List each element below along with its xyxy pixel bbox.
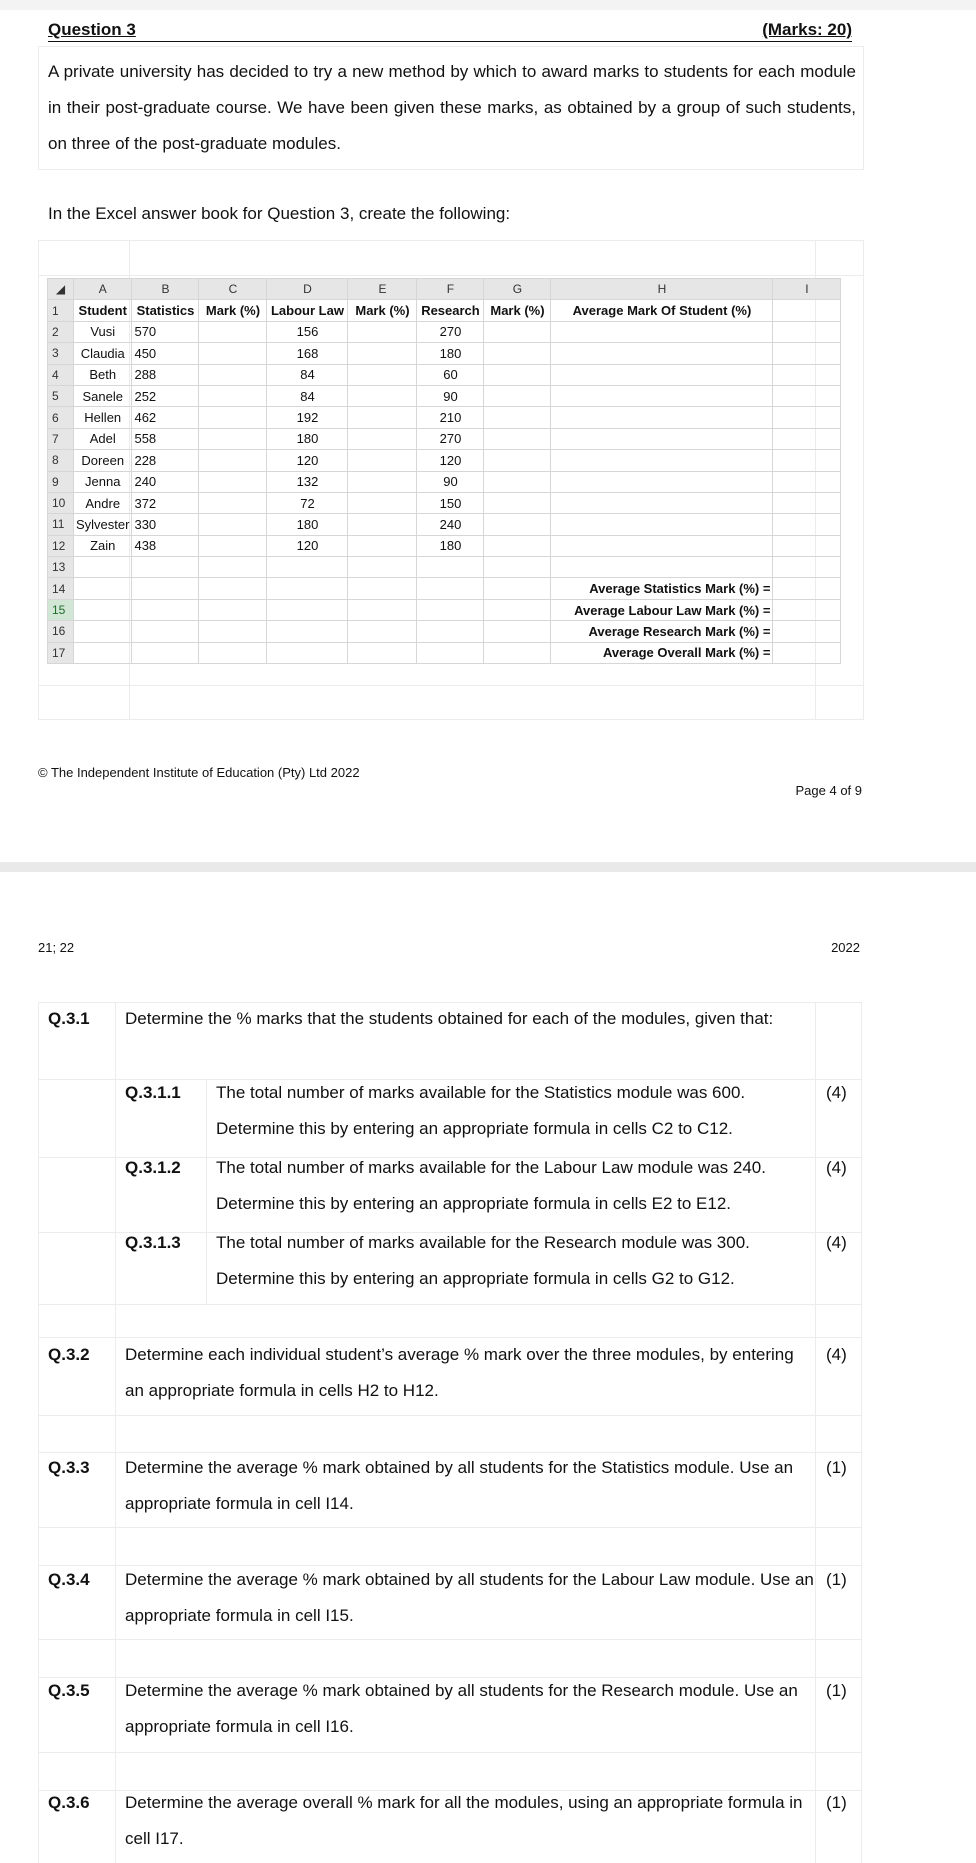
cell-i3[interactable] [773,343,841,364]
cell-h13[interactable] [551,557,773,578]
cell-a8[interactable]: Doreen [74,450,132,471]
cell-c3[interactable] [199,343,267,364]
col-header-i[interactable]: I [773,279,841,300]
cell-f4[interactable]: 60 [417,364,484,385]
sheet-row-16 [48,621,841,642]
cell-b4[interactable]: 288 [132,364,199,385]
q32-text: Determine each individual student’s average % mark over the three modules, by entering an appropriate formula in cells H2 to H12. [125,1345,794,1400]
cell-c14[interactable] [199,578,267,599]
cell-g13[interactable] [484,557,551,578]
cell-c17[interactable] [199,642,267,663]
cell-c13[interactable] [199,557,267,578]
row-number-16[interactable]: 16 [48,621,74,642]
cell-g17[interactable] [484,642,551,663]
cell-d4[interactable]: 84 [267,364,348,385]
sheet-row-2 [48,321,841,342]
cell-g4[interactable] [484,364,551,385]
cell-b14[interactable] [132,578,199,599]
sheet-row-10 [48,492,841,513]
q313-marks: (4) [826,1233,847,1252]
row-number-6[interactable]: 6 [48,407,74,428]
cell-e13[interactable] [348,557,417,578]
cell-f6[interactable]: 210 [417,407,484,428]
row-number-12[interactable]: 12 [48,535,74,556]
cell-f5[interactable]: 90 [417,385,484,406]
cell-a9[interactable]: Jenna [74,471,132,492]
col-header-a[interactable]: A [74,279,132,300]
cell-h16[interactable]: Average Research Mark (%) = [551,621,773,642]
cell-e6[interactable] [348,407,417,428]
cell-b2[interactable]: 570 [132,321,199,342]
cell-b8[interactable]: 228 [132,450,199,471]
sheet-row-15 [48,599,841,620]
q34-text: Determine the average % mark obtained by all students for the Labour Law module. Use an appropriate formula in cell I15. [125,1570,814,1625]
cell-f2[interactable]: 270 [417,321,484,342]
page-top-edge [0,0,976,10]
cell-h5[interactable] [551,385,773,406]
cell-g7[interactable] [484,428,551,449]
sheet-row-7 [48,428,841,449]
sheet-row-1 [48,300,841,321]
row-number-8[interactable]: 8 [48,450,74,471]
cell-a17[interactable] [74,642,132,663]
cell-a1[interactable]: Student [74,300,132,321]
cell-e7[interactable] [348,428,417,449]
q31-text: Determine the % marks that the students obtained for each of the modules, given that: [125,1009,774,1028]
cell-f12[interactable]: 180 [417,535,484,556]
cell-b12[interactable]: 438 [132,535,199,556]
question-title: Question 3 [48,20,136,39]
sheet-row-14 [48,578,841,599]
col-header-h[interactable]: H [551,279,773,300]
q33-text: Determine the average % mark obtained by all students for the Statistics module. Use an appropriate formula in cell I14. [125,1458,794,1513]
cell-g14[interactable] [484,578,551,599]
cell-h9[interactable] [551,471,773,492]
cell-g2[interactable] [484,321,551,342]
cell-h15[interactable]: Average Labour Law Mark (%) = [551,599,773,620]
spreadsheet [47,278,841,664]
cell-c2[interactable] [199,321,267,342]
cell-d12[interactable]: 120 [267,535,348,556]
sheet-row-11 [48,514,841,535]
cell-a3[interactable]: Claudia [74,343,132,364]
cell-i4[interactable] [773,364,841,385]
q34-marks: (1) [826,1570,847,1589]
row-number-17[interactable]: 17 [48,642,74,663]
cell-f1[interactable]: Research [417,300,484,321]
row-number-7[interactable]: 7 [48,428,74,449]
cell-c9[interactable] [199,471,267,492]
cell-f10[interactable]: 150 [417,492,484,513]
cell-c5[interactable] [199,385,267,406]
cell-c8[interactable] [199,450,267,471]
q36-marks: (1) [826,1793,847,1812]
cell-a4[interactable]: Beth [74,364,132,385]
cell-h1[interactable]: Average Mark Of Student (%) [551,300,773,321]
cell-a2[interactable]: Vusi [74,321,132,342]
q36-number: Q.3.6 [48,1793,90,1812]
row-number-11[interactable]: 11 [48,514,74,535]
cell-g10[interactable] [484,492,551,513]
cell-d1[interactable]: Labour Law [267,300,348,321]
cell-d14[interactable] [267,578,348,599]
cell-f11[interactable]: 240 [417,514,484,535]
cell-a6[interactable]: Hellen [74,407,132,428]
cell-e8[interactable] [348,450,417,471]
cell-e1[interactable]: Mark (%) [348,300,417,321]
row-number-9[interactable]: 9 [48,471,74,492]
cell-i13[interactable] [773,557,841,578]
col-header-d[interactable]: D [267,279,348,300]
cell-e12[interactable] [348,535,417,556]
cell-d10[interactable]: 72 [267,492,348,513]
q32-marks: (4) [826,1345,847,1364]
cell-a14[interactable] [74,578,132,599]
col-header-c[interactable]: C [199,279,267,300]
q313-number: Q.3.1.3 [125,1233,181,1252]
cell-h7[interactable] [551,428,773,449]
cell-b5[interactable]: 252 [132,385,199,406]
cell-b6[interactable]: 462 [132,407,199,428]
q35-number: Q.3.5 [48,1681,90,1700]
cell-i10[interactable] [773,492,841,513]
cell-f7[interactable]: 270 [417,428,484,449]
cell-d13[interactable] [267,557,348,578]
page-break [0,862,976,872]
cell-d6[interactable]: 192 [267,407,348,428]
col-header-e[interactable]: E [348,279,417,300]
cell-f13[interactable] [417,557,484,578]
cell-i14[interactable] [773,578,841,599]
cell-d8[interactable]: 120 [267,450,348,471]
cell-h17[interactable]: Average Overall Mark (%) = [551,642,773,663]
q311-text: The total number of marks available for the Statistics module was 600. Determine this by entering an appropriate formula in cells C2 to C12. [216,1083,746,1138]
cell-a15[interactable] [74,599,132,620]
cell-c6[interactable] [199,407,267,428]
cell-i15[interactable] [773,599,841,620]
cell-d7[interactable]: 180 [267,428,348,449]
cell-h14[interactable]: Average Statistics Mark (%) = [551,578,773,599]
cell-a11[interactable]: Sylvester [74,514,132,535]
cell-h11[interactable] [551,514,773,535]
cell-h12[interactable] [551,535,773,556]
cell-i11[interactable] [773,514,841,535]
cell-g11[interactable] [484,514,551,535]
cell-a10[interactable]: Andre [74,492,132,513]
cell-c7[interactable] [199,428,267,449]
q34-number: Q.3.4 [48,1570,90,1589]
cell-d16[interactable] [267,621,348,642]
cell-a13[interactable] [74,557,132,578]
cell-g6[interactable] [484,407,551,428]
cell-b3[interactable]: 450 [132,343,199,364]
sheet-row-13 [48,557,841,578]
cell-i5[interactable] [773,385,841,406]
sheet-row-6 [48,407,841,428]
cell-e2[interactable] [348,321,417,342]
cell-g3[interactable] [484,343,551,364]
q36-text: Determine the average overall % mark for all the modules, using an appropriate formula in cell I17. [125,1793,803,1848]
cell-b7[interactable]: 558 [132,428,199,449]
cell-c4[interactable] [199,364,267,385]
sheet-row-8 [48,450,841,471]
cell-f3[interactable]: 180 [417,343,484,364]
cell-c1[interactable]: Mark (%) [199,300,267,321]
sheet-row-17 [48,642,841,663]
col-header-f[interactable]: F [417,279,484,300]
cell-i2[interactable] [773,321,841,342]
cell-b11[interactable]: 330 [132,514,199,535]
cell-h10[interactable] [551,492,773,513]
row-number-15[interactable]: 15 [48,599,74,620]
cell-a16[interactable] [74,621,132,642]
cell-g5[interactable] [484,385,551,406]
q33-marks: (1) [826,1458,847,1477]
cell-a12[interactable]: Zain [74,535,132,556]
copyright-footer: © The Independent Institute of Education (Pty) Ltd 2022 [38,765,360,780]
cell-b9[interactable]: 240 [132,471,199,492]
select-all-corner[interactable]: ◢ [48,279,74,300]
cell-d17[interactable] [267,642,348,663]
cell-c12[interactable] [199,535,267,556]
intro-paragraph: A private university has decided to try a new method by which to award marks to students for each module in their post-graduate course. We have been given these marks, as obtained by a group of such students, on three of the post-graduate modules. [48,62,856,153]
cell-b10[interactable]: 372 [132,492,199,513]
cell-i16[interactable] [773,621,841,642]
cell-f8[interactable]: 120 [417,450,484,471]
q35-marks: (1) [826,1681,847,1700]
row-number-13[interactable]: 13 [48,557,74,578]
row-number-5[interactable]: 5 [48,385,74,406]
row-number-10[interactable]: 10 [48,492,74,513]
cell-d15[interactable] [267,599,348,620]
cell-i12[interactable] [773,535,841,556]
cell-g16[interactable] [484,621,551,642]
cell-a7[interactable]: Adel [74,428,132,449]
page-reference-left: 21; 22 [38,940,75,955]
sheet-row-9 [48,471,841,492]
page-number: Page 4 of 9 [795,783,862,798]
cell-f9[interactable]: 90 [417,471,484,492]
col-header-g[interactable]: G [484,279,551,300]
col-header-b[interactable]: B [132,279,199,300]
cell-d2[interactable]: 156 [267,321,348,342]
cell-f15[interactable] [417,599,484,620]
q35-text: Determine the average % mark obtained by all students for the Research module. Use an appropriate formula in cell I16. [125,1681,798,1736]
cell-e5[interactable] [348,385,417,406]
sheet-row-5 [48,385,841,406]
q313-text: The total number of marks available for the Research module was 300. Determine this by entering an appropriate formula in cells G2 to G12. [216,1233,750,1288]
cell-e16[interactable] [348,621,417,642]
cell-g15[interactable] [484,599,551,620]
cell-a5[interactable]: Sanele [74,385,132,406]
cell-b15[interactable] [132,599,199,620]
q312-text: The total number of marks available for the Labour Law module was 240. Determine this by entering an appropriate formula in cells E2 to E12. [216,1158,766,1213]
sheet-row-12 [48,535,841,556]
cell-e3[interactable] [348,343,417,364]
cell-c16[interactable] [199,621,267,642]
cell-i1[interactable] [773,300,841,321]
column-letter-row [48,279,841,300]
row-number-4[interactable]: 4 [48,364,74,385]
cell-b17[interactable] [132,642,199,663]
cell-h4[interactable] [551,364,773,385]
cell-i9[interactable] [773,471,841,492]
row-number-1[interactable]: 1 [48,300,74,321]
q311-marks: (4) [826,1083,847,1102]
q312-number: Q.3.1.2 [125,1158,181,1177]
q31-number: Q.3.1 [48,1009,90,1028]
cell-b13[interactable] [132,557,199,578]
cell-e4[interactable] [348,364,417,385]
cell-i6[interactable] [773,407,841,428]
cell-b16[interactable] [132,621,199,642]
cell-e11[interactable] [348,514,417,535]
cell-h2[interactable] [551,321,773,342]
cell-c11[interactable] [199,514,267,535]
cell-i8[interactable] [773,450,841,471]
question-header [48,20,852,42]
cell-i17[interactable] [773,642,841,663]
cell-c15[interactable] [199,599,267,620]
cell-e14[interactable] [348,578,417,599]
cell-g12[interactable] [484,535,551,556]
page-reference-right: 2022 [831,940,860,955]
row-number-2[interactable]: 2 [48,321,74,342]
cell-e9[interactable] [348,471,417,492]
cell-e17[interactable] [348,642,417,663]
cell-h8[interactable] [551,450,773,471]
q32-number: Q.3.2 [48,1345,90,1364]
cell-d5[interactable]: 84 [267,385,348,406]
cell-c10[interactable] [199,492,267,513]
instruction-text: In the Excel answer book for Question 3, create the following: [48,204,511,223]
cell-d11[interactable]: 180 [267,514,348,535]
cell-g1[interactable]: Mark (%) [484,300,551,321]
cell-e15[interactable] [348,599,417,620]
row-number-14[interactable]: 14 [48,578,74,599]
cell-f16[interactable] [417,621,484,642]
cell-d9[interactable]: 132 [267,471,348,492]
sheet-row-3 [48,343,841,364]
sheet-row-4 [48,364,841,385]
cell-f14[interactable] [417,578,484,599]
cell-i7[interactable] [773,428,841,449]
q33-number: Q.3.3 [48,1458,90,1477]
cell-h6[interactable] [551,407,773,428]
cell-g9[interactable] [484,471,551,492]
cell-h3[interactable] [551,343,773,364]
cell-d3[interactable]: 168 [267,343,348,364]
cell-g8[interactable] [484,450,551,471]
cell-f17[interactable] [417,642,484,663]
cell-b1[interactable]: Statistics [132,300,199,321]
marks-label: (Marks: 20) [762,20,852,39]
row-number-3[interactable]: 3 [48,343,74,364]
q312-marks: (4) [826,1158,847,1177]
q311-number: Q.3.1.1 [125,1083,181,1102]
cell-e10[interactable] [348,492,417,513]
